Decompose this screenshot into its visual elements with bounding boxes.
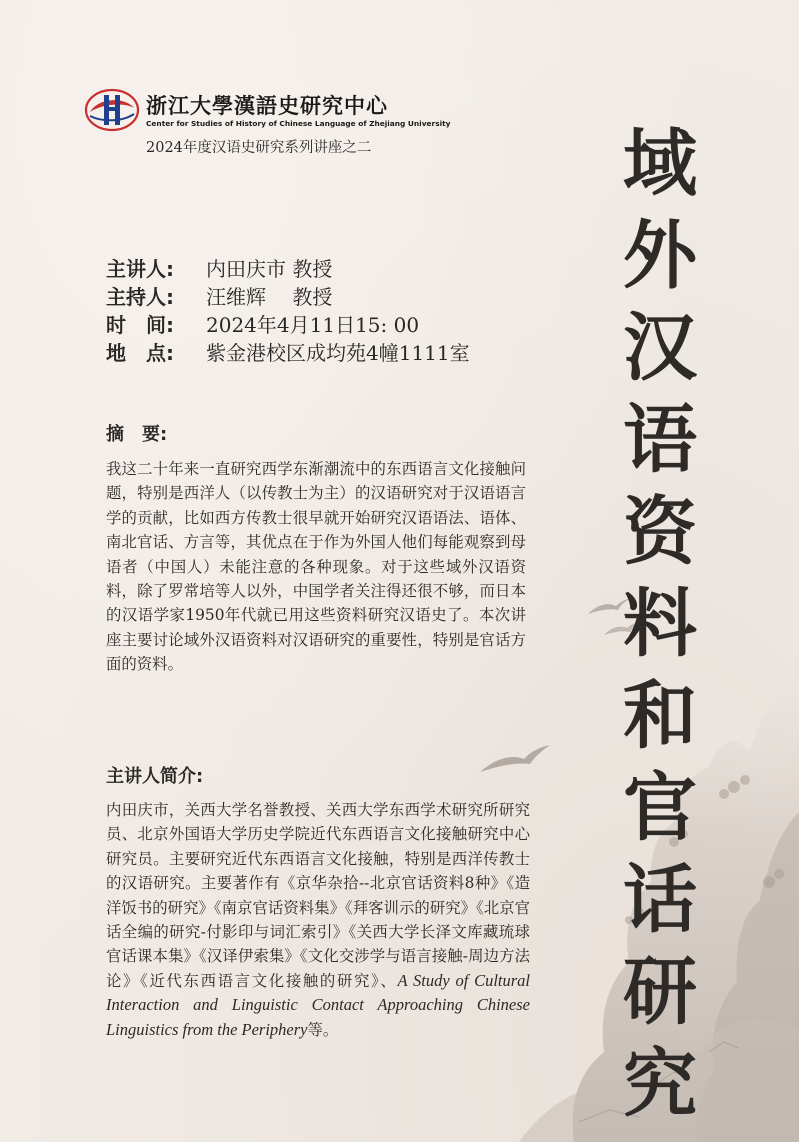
time-label: 时 间: [106, 312, 174, 337]
host-label: 主持人: [106, 284, 174, 309]
host-value: 汪维辉 教授 [206, 284, 333, 309]
info-row-location [106, 337, 470, 365]
lecture-series: 2024年度汉语史研究系列讲座之二 [146, 140, 372, 156]
bio-text [106, 798, 530, 1042]
lecture-info [106, 253, 470, 365]
lecture-title: 域外汉语资料和官话研究 [623, 121, 697, 1127]
speaker-value: 内田庆市 教授 [206, 256, 333, 281]
bio-text-cn: 内田庆市，关西大学名誉教授、关西大学东西学术研究所研究员、北京外国语大学历史学院近代东西语言文化接触研究中心研究员。主要研究近代东西语言文化接触，特别是西洋传教士的汉语研究。主要著作有《京华杂拾--北京官话资料8种》《造洋饭书的研究》《南京官话资料集》《拜客训示的研究》《北京官话全编的研究-付影印与词汇索引》《关西大学长泽文库藏琉球官话课本集》《汉译伊索集》《文化交涉学与语言接触-周边方法论》《近代东西语言文化接触的研究》、 [106, 801, 530, 990]
location-value: 紫金港校区成均苑4幢1111室 [206, 340, 470, 365]
info-row-host [106, 281, 470, 309]
location-label: 地 点: [106, 340, 174, 365]
info-row-time [106, 309, 470, 337]
abstract-text: 我这二十年来一直研究西学东渐潮流中的东西语言文化接触问题，特别是西洋人（以传教士为主）的汉语研究对于汉语语言学的贡献，比如西方传教士很早就开始研究汉语语法、语体、南北官话、方言等，其优点在于作为外国人他们每能观察到母语者（中国人）未能注意的各种现象。对于这些域外汉语资料，除了罗常培等人以外，中国学者关注得还很不够，而日本的汉语学家1950年代就已用这些资料研究汉语史了。本次讲座主要讨论域外汉语资料对汉语研究的重要性，特别是官话方面的资料。 [106, 460, 526, 674]
bio-text-end: 等。 [307, 1020, 339, 1039]
info-row-speaker [106, 253, 470, 281]
bio-text-en: A Study of Cultural Interaction and Linguistic Contact Approaching Chinese Linguistics from the Periphery [106, 970, 530, 1039]
time-value: 2024年4月11日15: 00 [206, 312, 420, 337]
org-name-en: Center for Studies of History of Chinese Language of Zhejiang University [146, 119, 451, 128]
bio-heading: 主讲人简介: [106, 766, 204, 787]
abstract-heading: 摘 要: [106, 424, 168, 445]
org-name-cn: 浙江大學漢語史研究中心 [146, 94, 388, 118]
zju-center-logo-icon [84, 88, 140, 132]
speaker-label: 主讲人: [106, 256, 174, 281]
org-logo-block [84, 86, 451, 136]
bird-icon [478, 742, 552, 776]
